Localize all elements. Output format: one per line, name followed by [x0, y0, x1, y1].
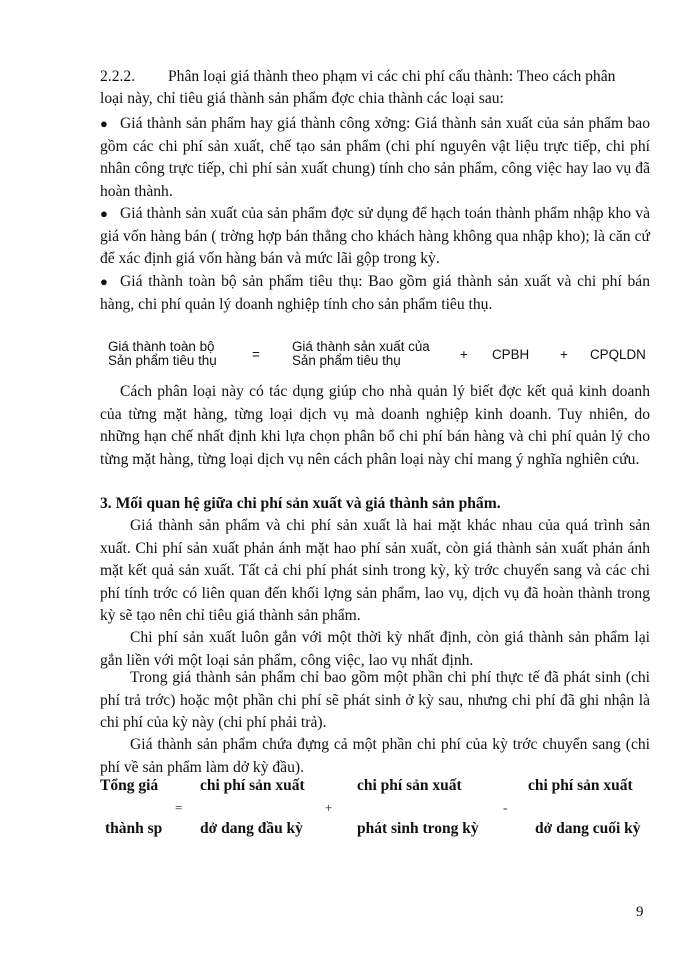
formula2-equals: =	[175, 800, 183, 815]
formula2-c1-bottom: dở dang đầu kỳ	[200, 820, 303, 837]
bullet-item-3: Giá thành toàn bộ sản phẩm tiêu thụ: Bao gồm giá thành sản xuất và chi phí bán hàng, chi phí quản lý doanh nghiệp tính cho sản phẩm tiêu thụ.	[100, 273, 650, 313]
paragraph-sec3-4: Giá thành sản phẩm chứa đựng cả một phần chi phí của kỳ trớc chuyển sang (chi phí về sản phẩm làm dở kỳ đầu).	[100, 736, 650, 776]
paragraph-sec3-2: Chi phí sản xuất luôn gắn với một thời kỳ nhất định, còn giá thành sản phẩm lại gắn liền với một loại sản phẩm, công việc, lao vụ nhất định.	[100, 629, 650, 669]
formula1-plus-2: +	[560, 347, 568, 362]
page-number: 9	[636, 904, 644, 920]
formula1-term2: CPBH	[492, 347, 530, 362]
formula1-equals: =	[252, 347, 260, 362]
formula1-plus-1: +	[460, 347, 468, 362]
formula2-c1-top: chi phí sản xuất	[200, 777, 305, 794]
formula2-c2-top: chi phí sản xuất	[357, 777, 462, 794]
paragraph-sec3-1: Giá thành sản phẩm và chi phí sản xuất là hai mặt khác nhau của quá trình sản xuất. Chi phí sản xuất phản ánh mặt hao phí sản xuất, còn giá thành sản xuất phản ánh mặt kết quả sản xuất. Tất cả chi phí phát sinh trong kỳ, kỳ trớc chuyển sang và các chi phí tính trớc có liên quan đến khối lợng sản phẩm, lao vụ, dịch vụ đã hoàn thành trong kỳ sẽ tạo nên chỉ tiêu giá thành sản phẩm.	[100, 517, 650, 624]
bullet-icon: ●	[100, 206, 108, 221]
bullet-icon: ●	[100, 274, 108, 289]
formula2-c3-bottom: dở dang cuối kỳ	[535, 820, 641, 837]
formula1-term1-line2: Sản phẩm tiêu thụ	[292, 353, 401, 368]
section-2-2-2-line2: loại này, chỉ tiêu giá thành sản phẩm đợc chia thành các loại sau:	[100, 90, 504, 107]
formula2-lhs-bottom: thành sp	[105, 820, 163, 837]
formula2-plus: +	[325, 800, 333, 815]
formula1-lhs-line2: Sản phẩm tiêu thụ	[108, 353, 217, 368]
formula1-term1-line1: Giá thành sản xuất của	[292, 339, 430, 354]
formula2-lhs-top: Tổng giá	[100, 777, 159, 794]
formula2-c3-top: chi phí sản xuất	[528, 777, 633, 794]
paragraph-classification-effect: Cách phân loại này có tác dụng giúp cho nhà quản lý biết đợc kết quả kinh doanh của từng mặt hàng, từng loại dịch vụ mà doanh nghiệp kinh doanh. Tuy nhiên, do những hạn chế nhất định khi lựa chọn phân bổ chi phí bán hàng và chi phí quản lý cho từng mặt hàng, từng loại dịch vụ nên cách phân loại này chỉ mang ý nghĩa nghiên cứu.	[100, 383, 650, 468]
bullet-icon: ●	[100, 116, 108, 131]
formula2-c2-bottom: phát sinh trong kỳ	[357, 820, 479, 837]
formula1-lhs-line1: Giá thành toàn bộ	[108, 339, 215, 354]
section-2-2-2-line1: Phân loại giá thành theo phạm vi các chi phí cấu thành: Theo cách phân	[168, 68, 616, 85]
formula2-minus: -	[503, 800, 508, 815]
section-3-heading: 3. Mối quan hệ giữa chi phí sản xuất và giá thành sản phẩm.	[100, 495, 501, 512]
paragraph-sec3-3: Trong giá thành sản phẩm chỉ bao gồm một phần chi phí thực tế đã phát sinh (chi phí trả trớc) hoặc một phần chi phí sẽ phát sinh ở kỳ sau, nhưng chi phí đã ghi nhận là chi phí của kỳ này (chi phí phải trả).	[100, 669, 650, 731]
formula1-term3: CPQLDN	[590, 347, 646, 362]
section-2-2-2-number: 2.2.2.	[100, 68, 136, 85]
bullet-item-2: Giá thành sản xuất của sản phẩm đợc sử dụng để hạch toán thành phẩm nhập kho và giá vốn hàng bán ( trờng hợp bán thẳng cho khách hàng không qua nhập kho); là căn cứ để xác định giá vốn hàng bán và mức lãi gộp trong kỳ.	[100, 205, 650, 267]
bullet-item-1: Giá thành sản phẩm hay giá thành công xởng: Giá thành sản xuất của sản phẩm bao gồm các chi phí sản xuất, chế tạo sản phẩm (chi phí nguyên vật liệu trực tiếp, chi phí nhân công trực tiếp, chi phí sản xuất chung) tính cho sản phẩm, công việc hay lao vụ đã hoàn thành.	[100, 115, 650, 200]
